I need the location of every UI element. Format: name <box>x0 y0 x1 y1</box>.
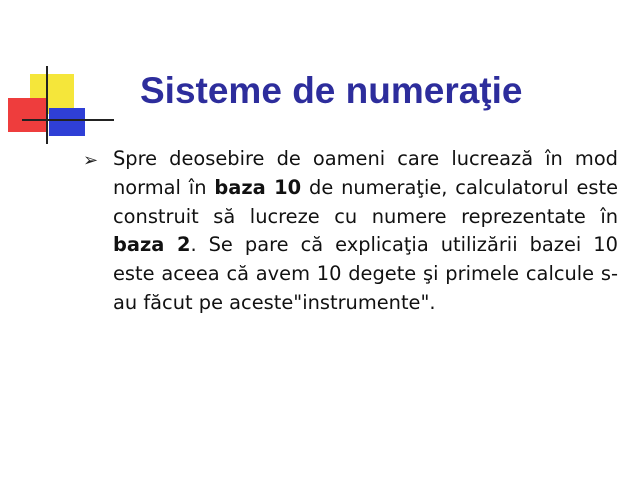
logo-red-square <box>8 98 48 132</box>
paragraph-text-2: de numeraţie, calculatorul este construit să lucreze cu numere reprezentate în <box>113 175 619 228</box>
paragraph-text-1: Spre deosebire de oameni care lucrează în mod normal în <box>113 147 618 199</box>
bullet-paragraph <box>113 145 618 318</box>
paragraph-bold-base10: baza 10 <box>214 175 302 199</box>
logo-blue-square <box>49 108 85 136</box>
logo-horizontal-line <box>22 119 114 121</box>
logo-vertical-line <box>46 66 48 144</box>
slide-title: Sisteme de numeraţie <box>140 70 523 111</box>
bullet-arrow-icon: ➢ <box>83 150 99 171</box>
paragraph-bold-base2: baza 2 <box>113 233 191 257</box>
paragraph-text-3: . Se pare că explicaţia utilizării bazei 10 este aceea că avem 10 degete şi primele calcule s-au făcut pe aceste"instrumente". <box>113 233 618 314</box>
slide-logo <box>0 0 120 150</box>
